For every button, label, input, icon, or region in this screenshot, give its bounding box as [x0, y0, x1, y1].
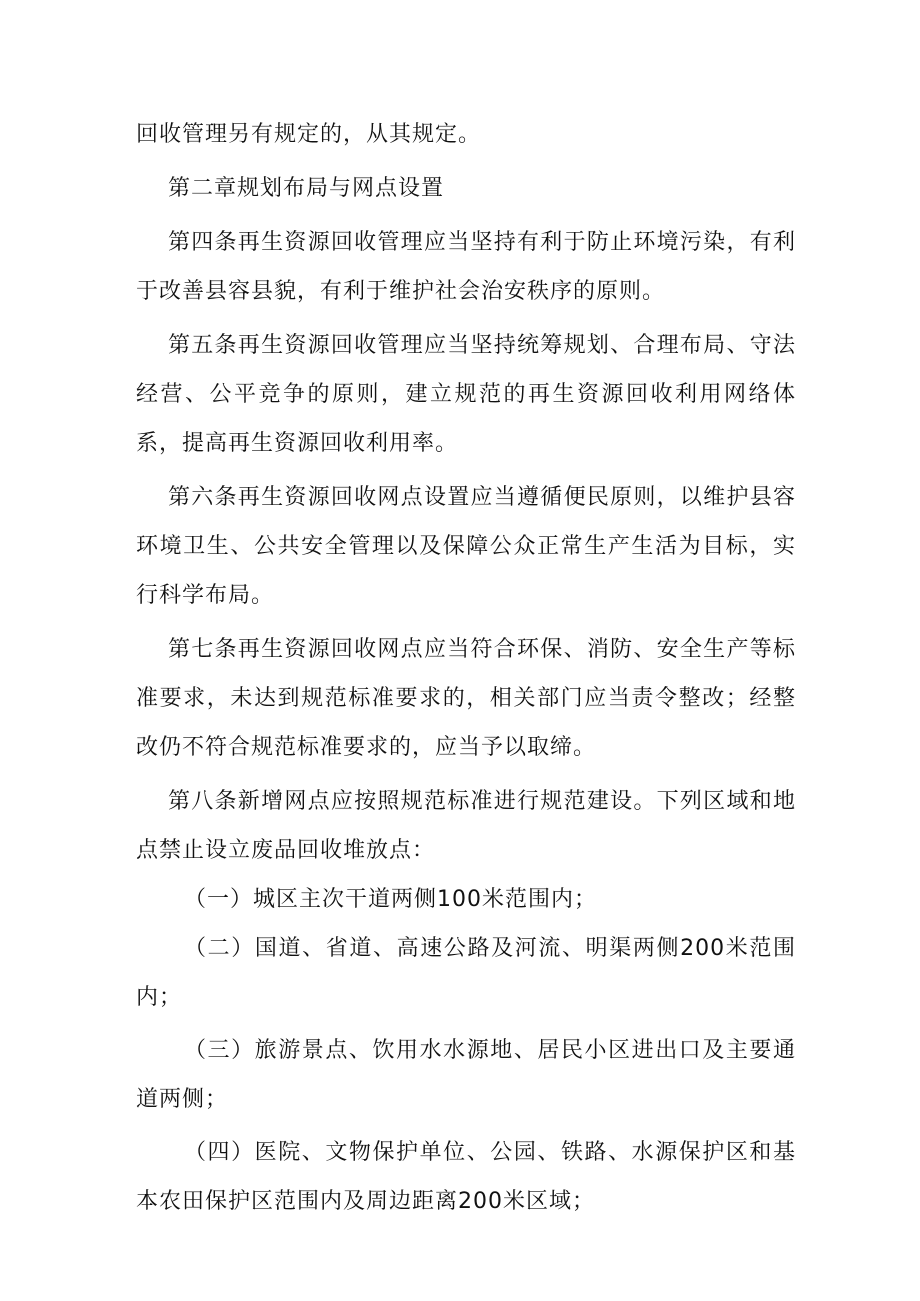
- list-item-1: （一）城区主次干道两侧100米范围内；: [184, 887, 597, 912]
- document-body: [136, 110, 796, 1226]
- list-item-2: （二）国道、省道、高速公路及河流、明渠两侧200米范围内；: [136, 936, 796, 1010]
- article-8: 第八条新增网点应按照规范标准进行规范建设。下列区域和地点禁止设立废品回收堆放点：: [136, 789, 796, 863]
- chapter-heading: 第二章规划布局与网点设置: [168, 176, 445, 201]
- paragraph-continuation: 回收管理另有规定的，从其规定。: [136, 122, 482, 147]
- article-5: 第五条再生资源回收管理应当坚持统筹规划、合理布局、守法经营、公平竞争的原则，建立规范的再生资源回收利用网络体系，提高再生资源回收利用率。: [136, 333, 796, 456]
- article-4: 第四条再生资源回收管理应当坚持有利于防止环境污染，有利于改善县容县貌，有利于维护社会治安秩序的原则。: [136, 230, 796, 304]
- article-6: 第六条再生资源回收网点设置应当遵循便民原则，以维护县容环境卫生、公共安全管理以及保障公众正常生产生活为目标，实行科学布局。: [136, 485, 796, 608]
- list-item-3: （三）旅游景点、饮用水水源地、居民小区进出口及主要通道两侧；: [136, 1038, 796, 1112]
- article-7: 第七条再生资源回收网点应当符合环保、消防、安全生产等标准要求，未达到规范标准要求的，相关部门应当责令整改；经整改仍不符合规范标准要求的，应当予以取缔。: [136, 637, 796, 760]
- list-item-4: （四）医院、文物保护单位、公园、铁路、水源保护区和基本农田保护区范围内及周边距离200米区域；: [136, 1140, 796, 1214]
